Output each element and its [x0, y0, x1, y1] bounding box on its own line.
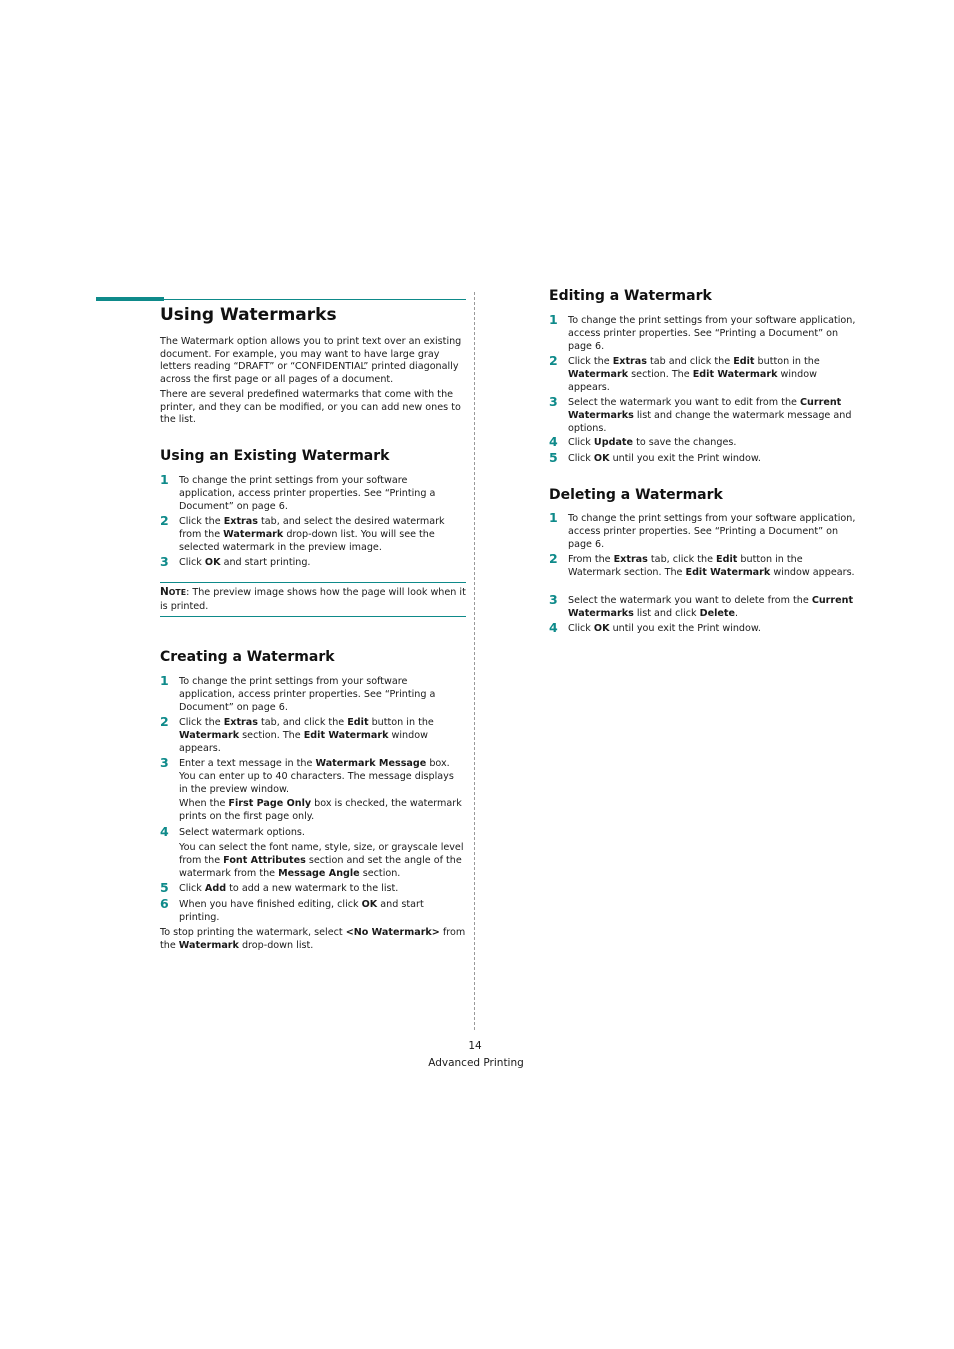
text-run: button in the Watermark section. The: [568, 554, 803, 578]
emphasis-term: Watermark: [178, 939, 239, 951]
emphasis-term: First Page Only: [228, 798, 312, 809]
text-run: Click the: [179, 717, 224, 728]
emphasis-term: Edit Watermark: [303, 729, 389, 741]
emphasis-term: Message Angle: [278, 867, 360, 879]
text-run: To change the print settings from your software application, access printer properties. See “Printing a Document” on page 6.: [568, 315, 856, 352]
section-heading-creating: Creating a Watermark: [160, 649, 335, 665]
emphasis-term: Watermark: [179, 729, 240, 741]
emphasis-term: Edit: [716, 554, 738, 565]
emphasis-term: Watermark: [223, 528, 284, 540]
emphasis-term: Watermark: [568, 368, 629, 380]
text-run: to add a new watermark to the list.: [226, 883, 399, 894]
text-run: box. You can enter up to 40 characters. The message displays in the preview window.: [179, 758, 454, 795]
note: [160, 586, 466, 613]
step-text: [568, 315, 858, 353]
text-run: drop-down list. You will see the selected watermark in the preview image.: [179, 528, 435, 553]
step-text: [179, 676, 465, 714]
text-run: tab, and select the desired watermark from the: [179, 516, 445, 540]
emphasis-term: Extras: [612, 356, 647, 367]
footer-section-title: Advanced Printing: [428, 1057, 524, 1069]
step-number: 1: [160, 472, 169, 487]
step-number: 3: [549, 592, 558, 607]
text-run: window appears.: [179, 729, 428, 754]
emphasis-term: Edit Watermark: [685, 566, 771, 578]
text-run: button in the: [754, 356, 820, 367]
heading-rule-accent: [96, 297, 164, 301]
emphasis-term: Extras: [223, 717, 258, 728]
text-run: until you exit the Print window.: [609, 453, 761, 464]
step-number: 1: [549, 510, 558, 525]
page-title: Using Watermarks: [160, 305, 337, 325]
step-number: 2: [160, 714, 169, 729]
text-run: You can select the font name, style, size, or grayscale level from the: [179, 842, 464, 866]
step-number: 1: [549, 312, 558, 327]
note-label-rest: OTE: [168, 588, 187, 597]
text-run: Click: [568, 453, 594, 464]
emphasis-term: OK: [593, 453, 610, 464]
text-run: section and set the angle of the watermark from the: [179, 854, 462, 879]
emphasis-term: <No Watermark>: [345, 927, 440, 938]
text-run: and start printing.: [220, 557, 311, 568]
text-run: and start printing.: [179, 899, 424, 923]
emphasis-term: Delete: [699, 607, 735, 619]
column-divider: [474, 292, 475, 1030]
text-run: When the: [179, 798, 229, 809]
text-run: Click: [568, 623, 594, 634]
text-run: box is checked, the watermark prints on the first page only.: [179, 798, 462, 822]
text-run: Click: [179, 883, 205, 894]
step-text: [568, 554, 858, 580]
emphasis-term: Extras: [223, 516, 258, 527]
text-run: To change the print settings from your software application, access printer properties. See “Printing a Document” on page 6.: [179, 676, 436, 713]
text-run: tab and click the: [646, 356, 734, 367]
emphasis-term: OK: [204, 557, 221, 568]
text-run: tab, click the: [647, 554, 717, 565]
step-text: [179, 516, 465, 554]
emphasis-term: Add: [204, 883, 227, 894]
text-run: section.: [359, 867, 401, 879]
section-heading-editing: Editing a Watermark: [549, 288, 712, 304]
step-number: 4: [549, 434, 558, 449]
step-text: [568, 595, 858, 621]
creating-closing-note: [160, 927, 466, 953]
emphasis-term: Watermark Message: [315, 758, 427, 769]
note-rule-top: [160, 582, 466, 583]
text-run: .: [734, 607, 739, 619]
step-number: 3: [549, 394, 558, 409]
text-run: tab, and click the: [257, 717, 348, 728]
step-text: [179, 827, 465, 840]
text-run: Select the watermark you want to edit from the: [568, 397, 800, 408]
text-run: Click the: [179, 516, 224, 527]
step-text: [568, 513, 858, 551]
creating-step-4-detail: [179, 842, 465, 880]
text-run: Click: [179, 557, 205, 568]
text-run: until you exit the Print window.: [609, 623, 761, 634]
text-run: To change the print settings from your software application, access printer properties. See “Printing a Document” on page 6.: [179, 475, 436, 512]
section-heading-existing: Using an Existing Watermark: [160, 448, 390, 464]
step-number: 2: [160, 513, 169, 528]
text-run: To change the print settings from your software application, access printer properties. See “Printing a Document” on page 6.: [568, 513, 856, 550]
text-run: to save the changes.: [633, 437, 737, 448]
emphasis-term: Edit Watermark: [692, 368, 778, 380]
emphasis-term: Edit: [733, 356, 755, 367]
text-run: When you have finished editing, click: [179, 899, 362, 910]
step-text: [179, 717, 465, 755]
step-number: 5: [549, 450, 558, 465]
step-number: 2: [549, 353, 558, 368]
emphasis-term: Font Attributes: [223, 854, 306, 866]
text-run: button in the: [368, 717, 434, 728]
heading-rule: [164, 299, 466, 300]
emphasis-term: Extras: [613, 554, 648, 565]
step-number: 3: [160, 554, 169, 569]
step-number: 4: [160, 824, 169, 839]
text-run: list and click: [633, 607, 700, 619]
step-number: 5: [160, 880, 169, 895]
text-run: Click: [568, 437, 594, 448]
text-run: from the: [160, 927, 466, 951]
step-text: [568, 437, 858, 450]
emphasis-term: OK: [361, 899, 378, 910]
emphasis-term: OK: [593, 623, 610, 634]
section-heading-deleting: Deleting a Watermark: [549, 487, 723, 503]
note-rule-bottom: [160, 616, 466, 617]
intro-paragraph-1: The Watermark option allows you to print text over an existing document. For example, you may want to have large gray letters reading “DRAFT” or “CONFIDENTIAL” printed diagonally across the first page or all pages of a document.: [160, 336, 462, 385]
step-number: 3: [160, 755, 169, 770]
page-number: 14: [468, 1040, 482, 1052]
step-text: [179, 475, 465, 513]
step-text: [568, 397, 858, 435]
intro-paragraph-2: There are several predefined watermarks that come with the printer, and they can be modified, or you can add new ones to the list.: [160, 389, 461, 426]
step-text: [568, 453, 858, 466]
text-run: From the: [568, 554, 614, 565]
text-run: drop-down list.: [238, 939, 314, 951]
text-run: Select the watermark you want to delete from the: [568, 595, 812, 606]
text-run: list and change the watermark message and options.: [568, 409, 852, 434]
step-text: [179, 758, 465, 796]
text-run: Enter a text message in the: [179, 758, 316, 769]
text-run: section. The: [239, 729, 304, 741]
step-number: 2: [549, 551, 558, 566]
note-label-first: N: [160, 586, 169, 598]
step-number: 4: [549, 620, 558, 635]
note-text: : The preview image shows how the page will look when it is printed.: [160, 587, 466, 612]
emphasis-term: Current Watermarks: [568, 595, 854, 619]
text-run: window appears.: [568, 368, 817, 393]
step-text: [179, 899, 465, 925]
text-run: window appears.: [770, 566, 855, 578]
step-text: [568, 623, 858, 636]
text-run: section. The: [628, 368, 693, 380]
text-run: Click the: [568, 356, 613, 367]
step-text: [568, 356, 858, 394]
emphasis-term: Update: [593, 437, 634, 448]
step-number: 6: [160, 896, 169, 911]
step-text: [179, 883, 465, 896]
text-run: Select watermark options.: [179, 827, 305, 838]
emphasis-term: Current Watermarks: [568, 397, 842, 421]
creating-step-3-detail: [179, 798, 465, 824]
step-number: 1: [160, 673, 169, 688]
emphasis-term: Edit: [347, 717, 369, 728]
text-run: To stop printing the watermark, select: [160, 927, 346, 938]
step-text: [179, 557, 465, 570]
